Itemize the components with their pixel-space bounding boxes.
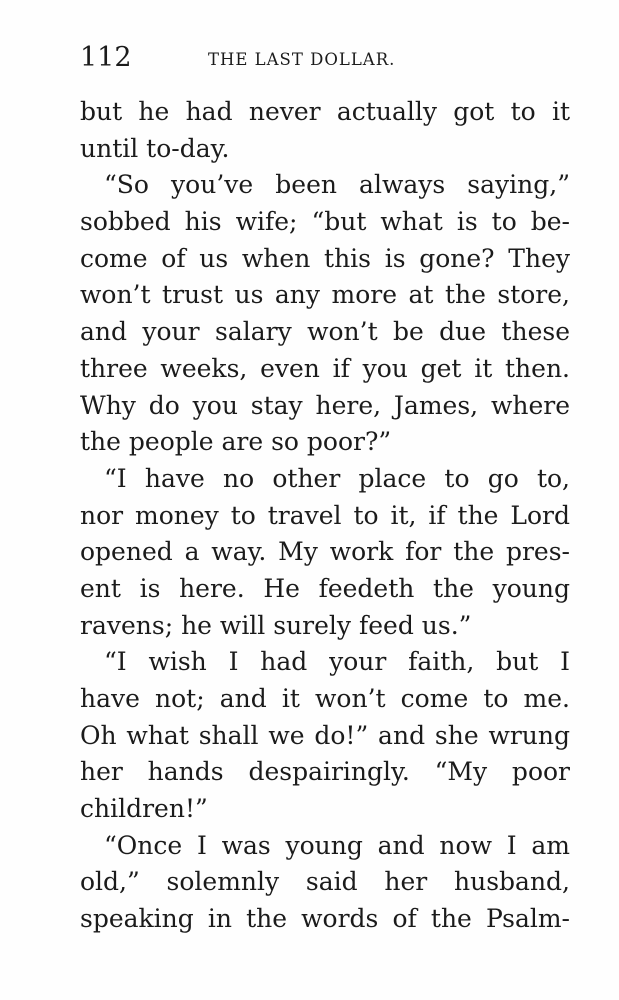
text-line: and your salary won’t be due these — [80, 317, 570, 347]
text-line: but he had never actually got to it — [80, 97, 570, 126]
text-line: children!” — [80, 794, 208, 824]
text-line: “I wish I had your faith, but I — [104, 647, 570, 677]
text-line: three weeks, even if you get it then. — [80, 353, 570, 383]
text-line: won’t trust us any more at the store, — [80, 280, 570, 310]
running-title: THE LAST DOLLAR. — [208, 50, 396, 69]
text-line: old,” solemnly said her husband, — [80, 867, 570, 897]
text-line: the people are so poor?” — [80, 427, 392, 457]
text-line: her hands despairingly. “My poor — [80, 757, 570, 787]
page-number: 112 — [80, 42, 132, 73]
text-line: speaking in the words of the Psalm- — [80, 904, 570, 934]
text-line: “I have no other place to go to, — [104, 463, 570, 493]
text-line: sobbed his wife; “but what is to be- — [80, 207, 570, 237]
text-line: come of us when this is gone? They — [80, 243, 570, 273]
text-line: ravens; he will surely feed us.” — [80, 610, 472, 640]
text-line: ent is here. He feedeth the young — [80, 573, 570, 603]
page-header — [80, 40, 570, 76]
text-line: Oh what shall we do!” and she wrung — [80, 720, 570, 750]
text-line: “So you’ve been always saying,” — [104, 170, 570, 200]
text-line: Why do you stay here, James, where — [80, 390, 570, 420]
text-line: nor money to travel to it, if the Lord — [80, 500, 570, 530]
body-text — [80, 94, 570, 938]
text-line: “Once I was young and now I am — [104, 830, 570, 860]
text-line: opened a way. My work for the pres- — [80, 537, 570, 567]
text-line: until to-day. — [80, 133, 230, 163]
text-line: have not; and it won’t come to me. — [80, 684, 570, 713]
